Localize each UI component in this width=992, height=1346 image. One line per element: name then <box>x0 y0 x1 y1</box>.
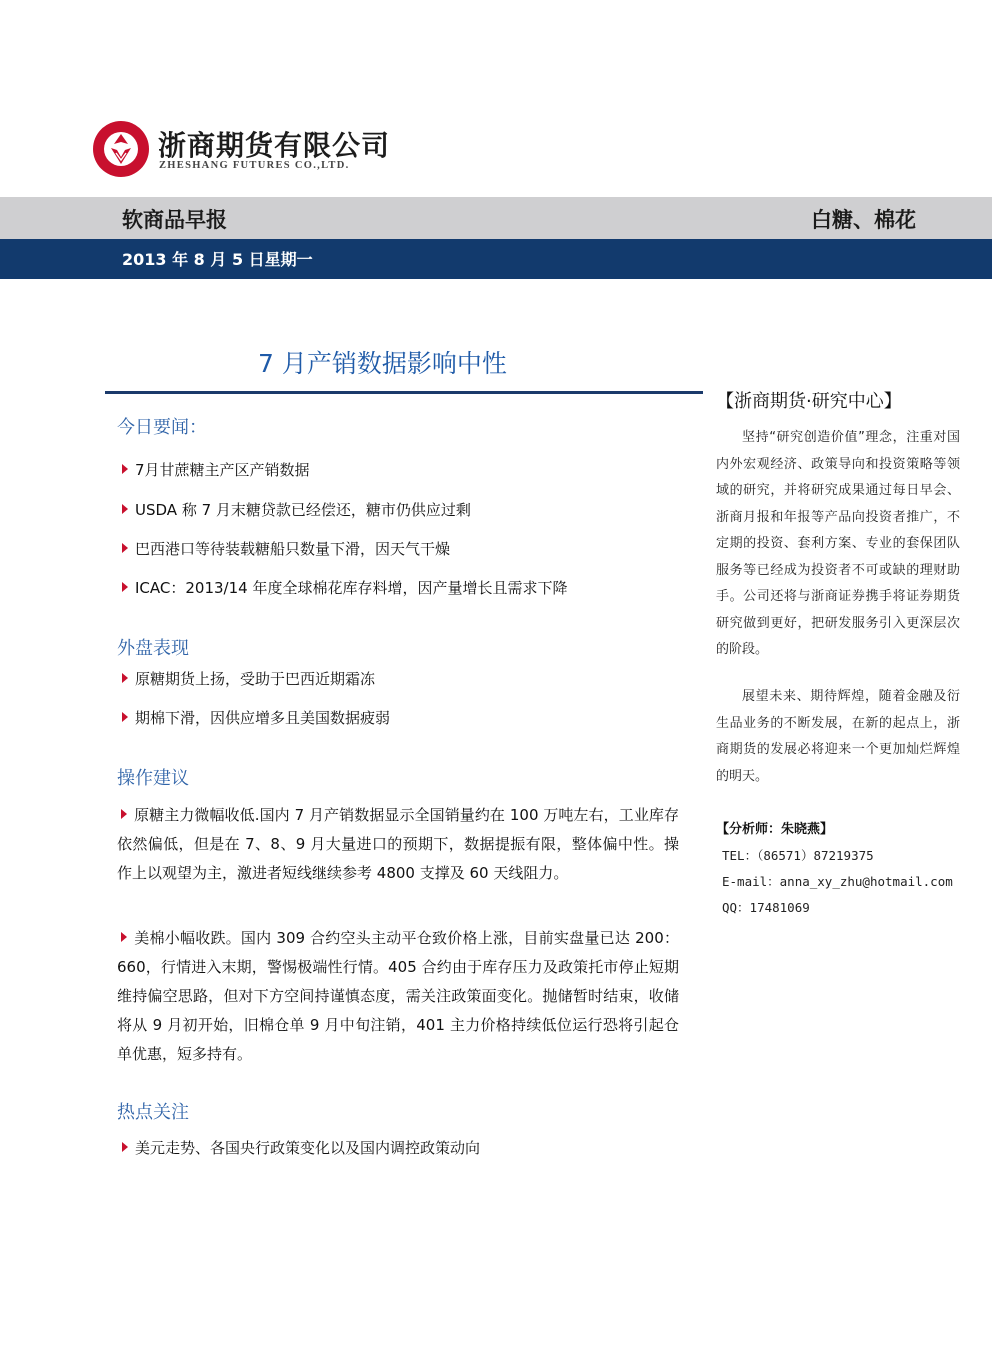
report-commodities: 白糖、棉花 <box>811 208 916 232</box>
report-date: 2013 年 8 月 5 日星期一 <box>122 250 313 269</box>
bullet-arrow-icon <box>122 1142 128 1152</box>
bullet-arrow-icon <box>122 673 128 683</box>
focus-item: 美元走势、各国央行政策变化以及国内调控政策动向 <box>122 1137 480 1158</box>
company-name-en: ZHESHANG FUTURES CO.,LTD. <box>159 160 350 171</box>
analyst-email[interactable]: E-mail：anna_xy_zhu@hotmail.com <box>722 874 953 889</box>
bullet-arrow-icon <box>122 543 128 553</box>
analyst-tel: TEL：（86571）87219375 <box>722 848 874 863</box>
news-item: USDA 称 7 月末糖贷款已经偿还，糖市仍供应过剩 <box>122 499 471 520</box>
bullet-arrow-icon <box>121 809 127 819</box>
research-center-intro: 坚持“研究创造价值”理念，注重对国内外宏观经济、政策导向和投资策略等领域的研究，并将研究成果通过每日早会、浙商月报和年报等产品向投资者推广，不定期的投资、套利方案、专业的套保团队服务等已经成为投资者不可或缺的理财助手。公司还将与浙商证券携手将证券期货研究做到更好，把研发服务引入更深层次的阶段。 <box>716 430 960 657</box>
bullet-arrow-icon <box>122 464 128 474</box>
report-title: 7 月产销数据影响中性 <box>258 349 507 378</box>
advice-paragraph-sugar: 原糖主力微幅收低.国内 7 月产销数据显示全国销量约在 100 万吨左右，工业库存依然偏低，但是在 7、8、9 月大量进口的预期下，数据提振有限，整体偏中性。操作上以观望为主，激进者短线继续参考 4800 支撑及 60 天线阻力。 <box>117 806 679 882</box>
news-item: 巴西港口等待装载糖船只数量下滑，因天气干燥 <box>122 538 450 559</box>
news-item: 7月甘蔗糖主产区产销数据 <box>122 459 310 480</box>
research-center-outlook: 展望未来、期待辉煌，随着金融及衍生品业务的不断发展，在新的起点上，浙商期货的发展必将迎来一个更加灿烂辉煌的明天。 <box>716 689 960 784</box>
title-divider <box>105 391 703 394</box>
research-center-title: 【浙商期货·研究中心】 <box>716 391 902 412</box>
bullet-arrow-icon <box>122 582 128 592</box>
company-logo-icon <box>92 120 150 178</box>
analyst-qq: QQ：17481069 <box>722 900 810 915</box>
analyst-name: 【分析师：朱晓燕】 <box>716 822 834 837</box>
company-name: 浙商期货有限公司 <box>158 129 391 162</box>
advice-paragraph-cotton: 美棉小幅收跌。国内 309 合约空头主动平仓致价格上涨，目前实盘量已达 200：660，行情进入末期，警惕极端性行情。405 合约由于库存压力及政策托市停止短期维持偏空思路，但对下方空间持谨慎态度，需关注政策面变化。抛储暂时结束，收储将从 9 月初开始，旧棉仓单 9 月中旬注销，401 主力价格持续低位运行恐将引起仓单优惠，短多持有。 <box>117 929 679 1063</box>
external-item: 原糖期货上扬，受助于巴西近期霜冻 <box>122 668 375 689</box>
external-item: 期棉下滑，因供应增多且美国数据疲弱 <box>122 707 390 728</box>
section-heading-external: 外盘表现 <box>117 638 189 659</box>
section-heading-focus: 热点关注 <box>117 1102 189 1123</box>
bullet-arrow-icon <box>122 504 128 514</box>
section-heading-news: 今日要闻： <box>117 417 207 438</box>
bullet-arrow-icon <box>121 932 127 942</box>
bullet-arrow-icon <box>122 712 128 722</box>
news-item: ICAC：2013/14 年度全球棉花库存料增，因产量增长且需求下降 <box>122 577 567 598</box>
report-type: 软商品早报 <box>122 208 227 232</box>
section-heading-advice: 操作建议 <box>117 768 189 789</box>
